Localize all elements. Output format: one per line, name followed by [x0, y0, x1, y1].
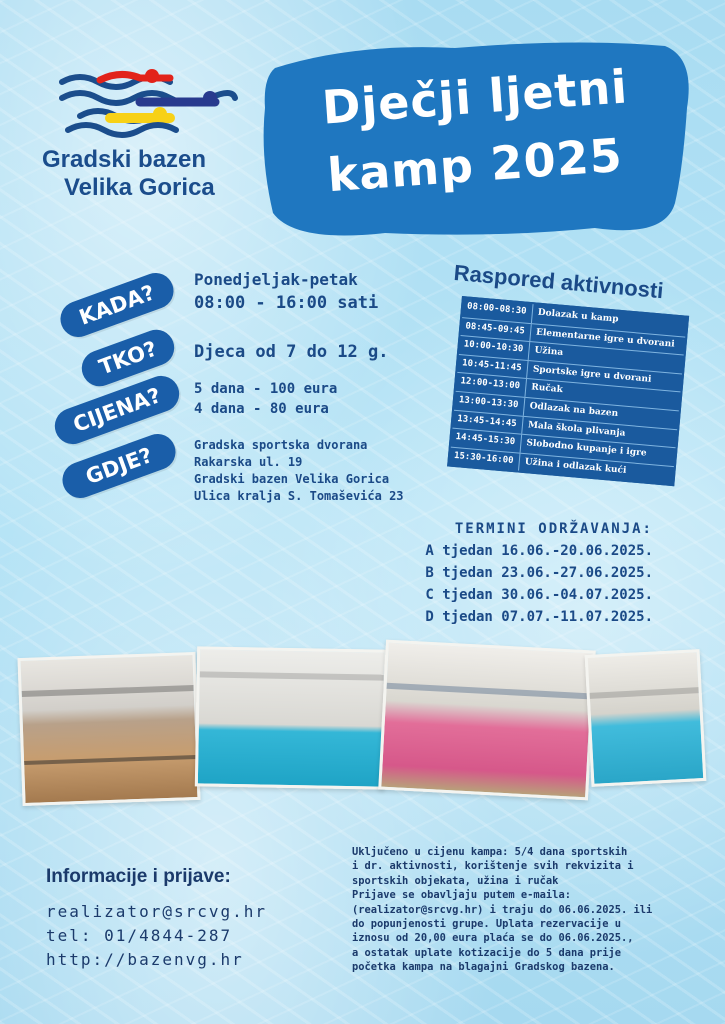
- schedule-activity: Užina i odlazak kući: [524, 456, 627, 476]
- answer-when-time: 08:00 - 16:00 sati: [194, 293, 379, 313]
- title-line-1: Dječji ljetni: [320, 59, 630, 135]
- note-line: Prijave se obavljaju putem e-maila:: [352, 889, 571, 902]
- schedule-activity: Sportske igre u dvorani: [532, 364, 652, 385]
- schedule-activity: Slobodno kupanje i igre: [525, 438, 647, 459]
- terms-week-b: B tjedan 23.06.-27.06.2025.: [425, 565, 653, 581]
- schedule-activity: Dolazak u kamp: [537, 307, 619, 325]
- answer-who: Djeca od 7 do 12 g.: [194, 342, 389, 362]
- schedule-activity: Odlazak na bazen: [529, 401, 619, 419]
- contact-phone[interactable]: tel: 01/4844-287: [46, 926, 233, 945]
- schedule-time: 10:00-10:30: [459, 336, 530, 360]
- terms-block: [425, 518, 653, 628]
- answer-where-3: Gradski bazen Velika Gorica: [194, 472, 390, 486]
- answer-when-days: Ponedjeljak-petak: [194, 270, 358, 289]
- answer-where-2: Rakarska ul. 19: [194, 455, 303, 469]
- schedule-activity: Mala škola plivanja: [527, 419, 626, 439]
- schedule-time: 14:45-15:30: [451, 429, 522, 453]
- answer-price-2: 4 dana - 80 eura: [194, 401, 329, 417]
- contact-email[interactable]: realizator@srcvg.hr: [46, 902, 268, 921]
- schedule-time: 13:45-14:45: [452, 410, 523, 434]
- photo-pool-kids: [195, 646, 387, 789]
- answer-price-1: 5 dana - 100 eura: [194, 381, 338, 397]
- note-line: sportskih objekata, užina i ručak: [352, 874, 559, 887]
- schedule-time: 08:45-09:45: [461, 318, 532, 342]
- title-line-2: kamp 2025: [325, 127, 625, 203]
- question-price: CIJENA?: [50, 371, 184, 449]
- question-when: KADA?: [55, 268, 178, 342]
- answer-where-4: Ulica kralja S. Tomaševića 23: [194, 489, 404, 503]
- terms-heading: TERMINI ODRŽAVANJA:: [454, 521, 653, 537]
- schedule-activity: Užina: [534, 345, 564, 359]
- logo-line-2: Velika Gorica: [64, 174, 215, 201]
- question-who: TKO?: [77, 325, 180, 392]
- terms-week-a: A tjedan 16.06.-20.06.2025.: [425, 543, 653, 559]
- schedule-time: 12:00-13:00: [456, 373, 527, 397]
- question-where: GDJE?: [57, 429, 180, 503]
- logo-line-1: Gradski bazen: [42, 146, 207, 173]
- terms-note: [352, 845, 692, 975]
- schedule-activity: Elementarne igre u dvorani: [535, 327, 676, 350]
- note-line: do popunjenosti grupe. Uplata rezervacije u: [352, 918, 621, 931]
- schedule-activity: Ručak: [530, 382, 564, 396]
- schedule-table: [447, 296, 689, 487]
- pool-logo-waves: [40, 68, 255, 148]
- note-line: iznosu od 20,00 eura plaća se do 06.06.2025.,: [352, 932, 634, 945]
- photo-pool-swim: [585, 649, 707, 787]
- contact-heading: Informacije i prijave:: [46, 866, 231, 887]
- contact-web[interactable]: http://bazenvg.hr: [46, 950, 244, 969]
- answer-where: [194, 437, 404, 505]
- schedule-time: 10:45-11:45: [457, 355, 528, 379]
- note-line: (realizator@srcvg.hr) i traju do 06.06.2025. ili: [352, 903, 653, 916]
- note-line: a ostatak uplate kotizacije do 5 dana prije: [352, 946, 621, 959]
- note-line: početka kampa na blagajni Gradskog bazena.: [352, 961, 615, 974]
- photo-hall-mats: [378, 640, 596, 801]
- terms-week-d: D tjedan 07.07.-11.07.2025.: [425, 609, 653, 625]
- photo-sports-hall: [17, 652, 200, 806]
- note-line: i dr. aktivnosti, korištenje svih rekvizita i: [352, 860, 634, 873]
- schedule-time: 13:00-13:30: [454, 392, 525, 416]
- schedule-title: Raspored aktivnosti: [452, 260, 665, 304]
- terms-week-c: C tjedan 30.06.-04.07.2025.: [425, 587, 653, 603]
- schedule-time: 15:30-16:00: [449, 447, 520, 471]
- note-line: Uključeno u cijenu kampa: 5/4 dana sportskih: [352, 846, 628, 858]
- answer-where-1: Gradska sportska dvorana: [194, 438, 368, 452]
- schedule-time: 08:00-08:30: [462, 298, 533, 323]
